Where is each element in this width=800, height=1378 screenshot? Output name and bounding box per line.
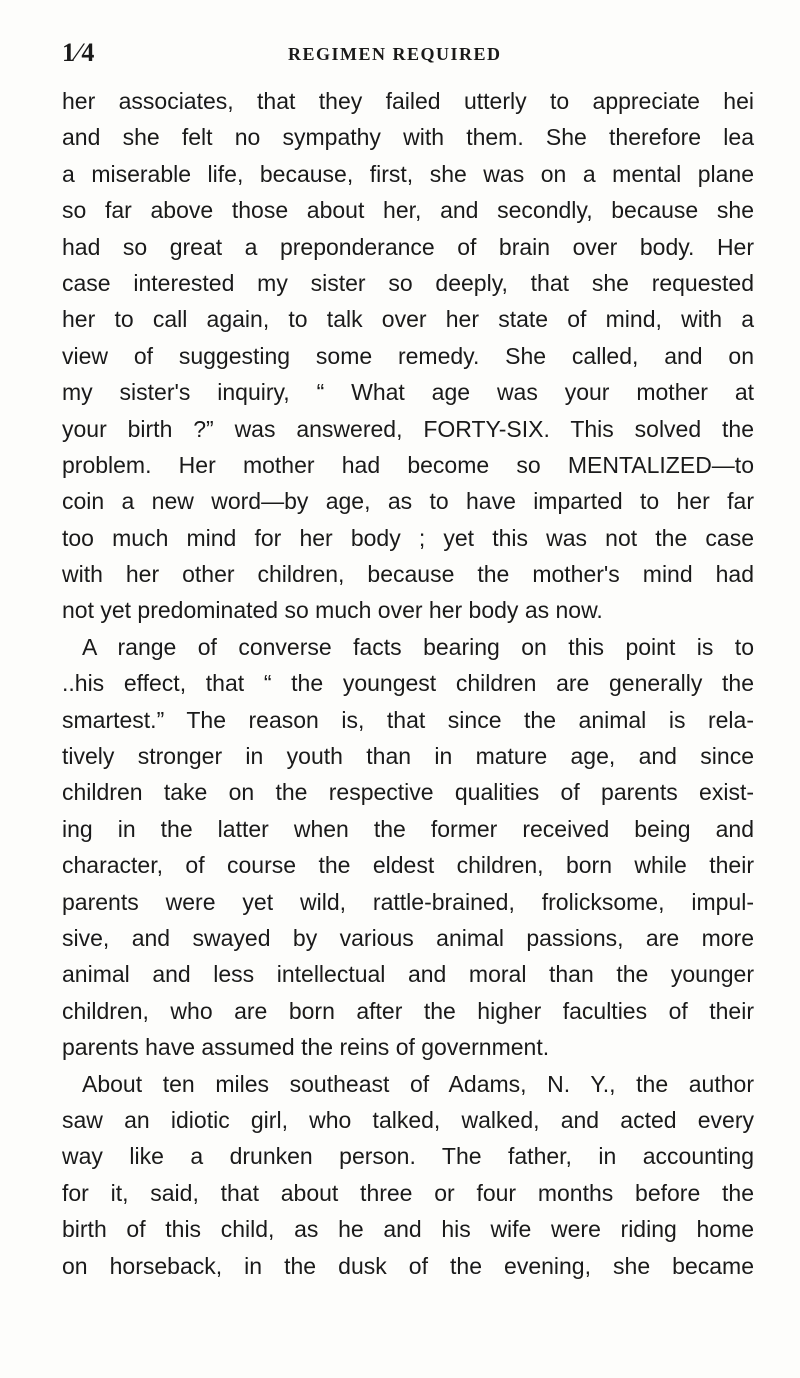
text-line: her associates, that they failed utterly to appreciate hei [62, 88, 754, 114]
text-line: with her other children, because the mother's mind had [62, 561, 754, 588]
text-line: so far above those about her, and secondly, because she [62, 197, 754, 224]
text-line: character, of course the eldest children, born while their [62, 852, 754, 879]
text-line: and she felt no sympathy with them. She therefore lea [62, 124, 754, 151]
paragraph-start-line: About ten miles southeast of Adams, N. Y., the author [82, 1070, 754, 1097]
text-line: had so great a preponderance of brain over body. Her [62, 233, 754, 260]
text-line: parents were yet wild, rattle-brained, frolicksome, impul- [62, 888, 754, 915]
text-line: ing in the latter when the former received being and [62, 815, 754, 842]
text-line: way like a drunken person. The father, in accounting [62, 1143, 754, 1170]
text-line: coin a new word—by age, as to have imparted to her far [62, 488, 754, 515]
text-line: birth of this child, as he and his wife were riding home [62, 1216, 754, 1243]
page-number: 1⁄4 [62, 38, 96, 67]
text-line: saw an idiotic girl, who talked, walked, and acted every [62, 1106, 754, 1133]
text-line: smartest.” The reason is, that since the animal is rela- [62, 706, 754, 733]
text-line: a miserable life, because, first, she was on a mental plane [62, 160, 754, 187]
text-line: her to call again, to talk over her state of mind, with a [62, 306, 754, 333]
text-line: children take on the respective qualities of parents exist- [62, 779, 754, 806]
text-line: too much mind for her body ; yet this was not the case [62, 524, 754, 551]
text-line: children, who are born after the higher faculties of their [62, 997, 754, 1024]
running-head: REGIMEN REQUIRED [288, 44, 502, 64]
text-line: your birth ?” was answered, FORTY-SIX. This solved the [62, 415, 754, 442]
text-line: animal and less intellectual and moral than the younger [62, 961, 754, 988]
text-line: tively stronger in youth than in mature age, and since [62, 743, 754, 770]
paragraph-start-line: A range of converse facts bearing on this point is to [82, 633, 754, 660]
text-line: not yet predominated so much over her body as now. [62, 597, 603, 624]
text-line: my sister's inquiry, “ What age was your mother at [62, 379, 754, 406]
text-line: for it, said, that about three or four months before the [62, 1179, 754, 1206]
text-line: on horseback, in the dusk of the evening, she became [62, 1252, 754, 1279]
text-line: problem. Her mother had become so MENTALIZED—to [62, 451, 754, 478]
text-line: parents have assumed the reins of government. [62, 1034, 550, 1061]
text-line: sive, and swayed by various animal passions, are more [62, 924, 754, 951]
page-header [62, 36, 742, 76]
text-line: view of suggesting some remedy. She called, and on [62, 342, 754, 369]
text-line: case interested my sister so deeply, that she requested [62, 269, 754, 296]
body-text [62, 83, 754, 1284]
text-line: ..his effect, that “ the youngest children are generally the [62, 670, 754, 697]
